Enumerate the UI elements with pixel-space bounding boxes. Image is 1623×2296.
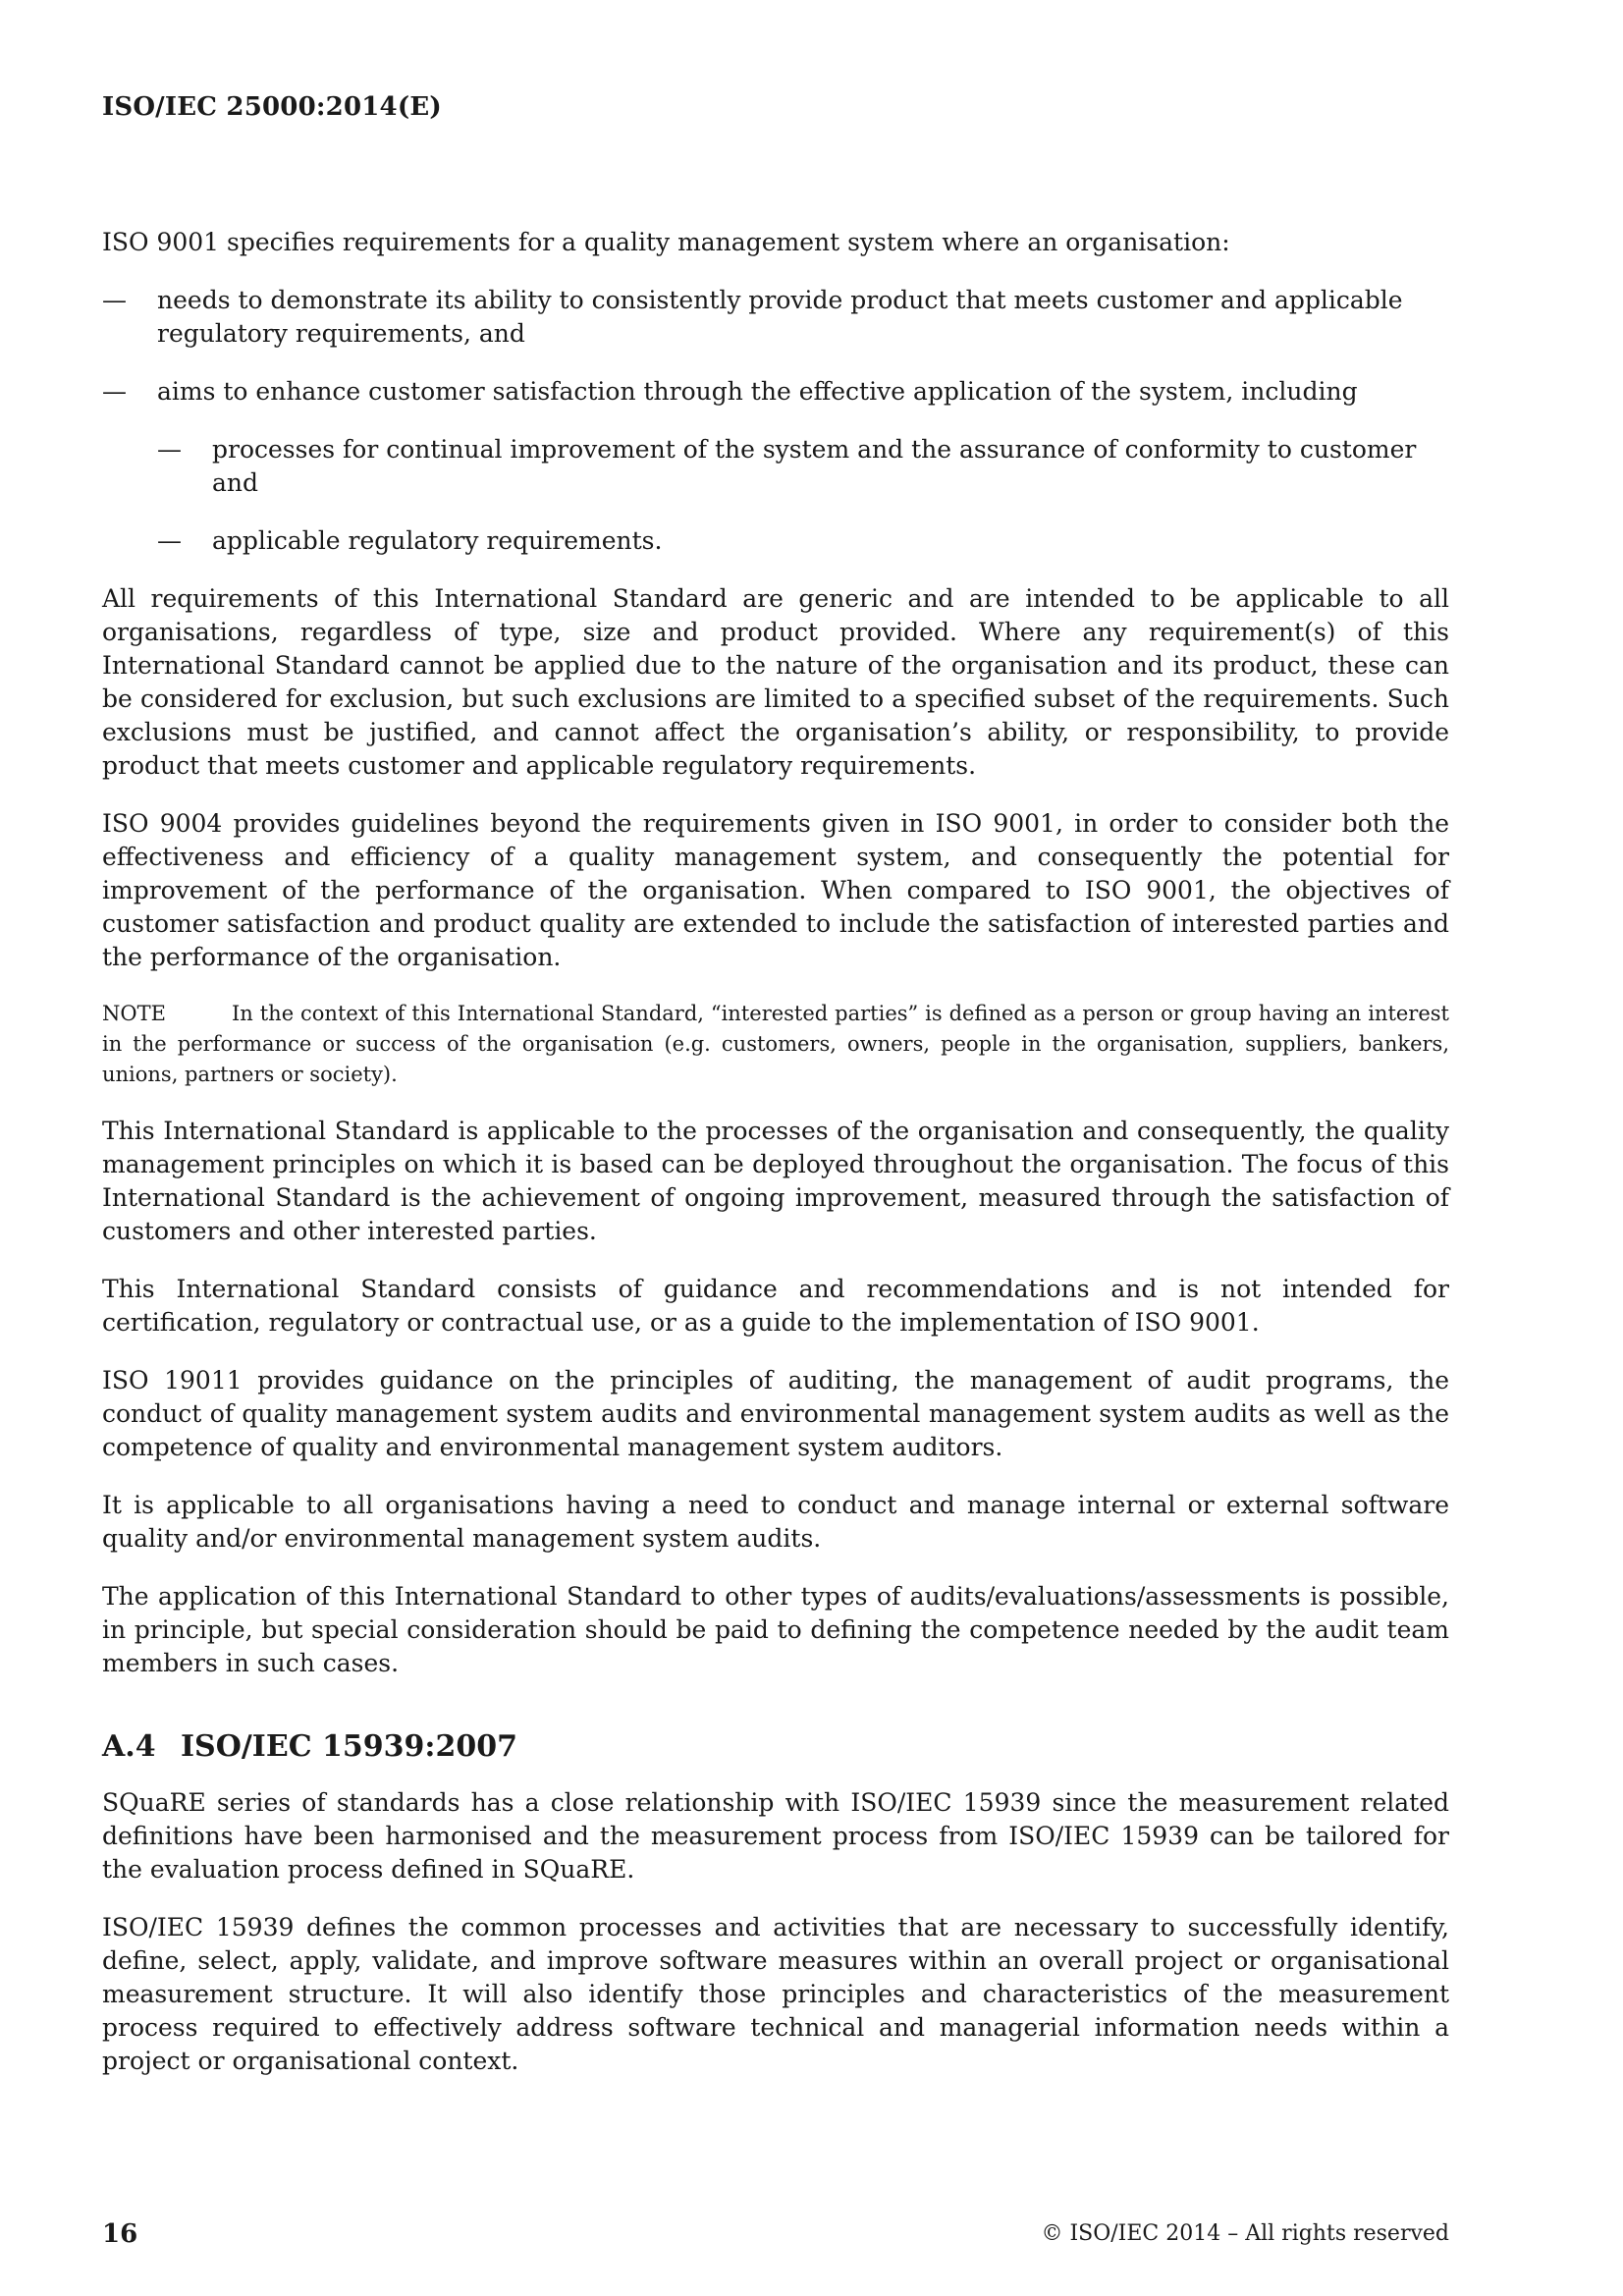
paragraph: SQuaRE series of standards has a close relationship with ISO/IEC 15939 since the measurement related definitions have been harmonised and the measurement process from ISO/IEC 15939 can be tailored for the evaluation process defined in SQuaRE. <box>102 1788 1449 1884</box>
paragraph: This International Standard is applicable to the processes of the organisation and consequently, the quality management principles on which it is based can be deployed throughout the organisation. The focus of this International Standard is the achievement of ongoing improvement, measured through the satisfaction of customers and other interested parties. <box>102 1117 1449 1245</box>
list-item-text: processes for continual improvement of the system and the assurance of conformity to customer and <box>212 435 1417 497</box>
paragraph: This International Standard consists of guidance and recommendations and is not intended for certification, regulatory or contractual use, or as a guide to the implementation of ISO 9001. <box>102 1275 1449 1337</box>
list-item-text: aims to enhance customer satisfaction through the effective application of the system, including <box>157 377 1358 406</box>
list-item-text: needs to demonstrate its ability to consistently provide product that meets customer and applicable regulatory requirements, and <box>157 286 1403 348</box>
note-label: NOTE <box>102 1002 166 1025</box>
section-title: ISO/IEC 15939:2007 <box>181 1729 517 1764</box>
copyright-notice: © ISO/IEC 2014 – All rights reserved <box>1041 2221 1449 2246</box>
paragraph: The application of this International Standard to other types of audits/evaluations/assessments is possible, in principle, but special consideration should be paid to defining the competence needed by the audit team members in such cases. <box>102 1582 1449 1677</box>
document-body <box>102 226 1449 2103</box>
document-id-header: ISO/IEC 25000:2014(E) <box>102 92 442 122</box>
paragraph: ISO 9004 provides guidelines beyond the requirements given in ISO 9001, in order to consider both the effectiveness and efficiency of a quality management system, and consequently the potential for improvement of the performance of the organisation. When compared to ISO 9001, the objectives of customer satisfaction and product quality are extended to include the satisfaction of interested parties and the performance of the organisation. <box>102 809 1449 971</box>
dash-bullet: — <box>102 286 127 314</box>
sub-list-item <box>157 433 1449 500</box>
note-text: In the context of this International Standard, “interested parties” is defined as a person or group having an interest in the performance or success of the organisation (e.g. customers, owners, people in the organisation, suppliers, bankers, unions, partners or society). <box>102 1002 1449 1086</box>
paragraph: All requirements of this International Standard are generic and are intended to be applicable to all organisations, regardless of type, size and product provided. Where any requirement(s) of this International Standard cannot be applied due to the nature of the organisation and its product, these can be considered for exclusion, but such exclusions are limited to a specified subset of the requirements. Such exclusions must be justified, and cannot affect the organisation’s ability, or responsibility, to provide product that meets customer and applicable regulatory requirements. <box>102 584 1449 780</box>
paragraph: It is applicable to all organisations having a need to conduct and manage internal or external software quality and/or environmental management system audits. <box>102 1491 1449 1553</box>
paragraph: ISO 19011 provides guidance on the principles of auditing, the management of audit programs, the conduct of quality management system audits and environmental management system audits as well as the competence of quality and environmental management system auditors. <box>102 1366 1449 1461</box>
paragraph: ISO/IEC 15939 defines the common processes and activities that are necessary to successfully identify, define, select, apply, validate, and improve software measures within an overall project or organisational measurement structure. It will also identify those principles and characteristics of the measurement process required to effectively address software technical and managerial information needs within a project or organisational context. <box>102 1913 1449 2075</box>
list-item-text: applicable regulatory requirements. <box>212 526 663 555</box>
intro-paragraph: ISO 9001 specifies requirements for a quality management system where an organisation: <box>102 228 1230 256</box>
section-heading <box>102 1727 1449 1767</box>
dash-bullet: — <box>102 377 127 406</box>
note-block <box>102 999 1449 1090</box>
section-number: A.4 <box>102 1729 156 1764</box>
sub-list-item <box>157 524 1449 558</box>
dash-bullet: — <box>157 526 182 555</box>
dash-bullet: — <box>157 435 182 464</box>
list-item <box>102 375 1449 409</box>
page-number: 16 <box>102 2219 138 2249</box>
list-item <box>102 284 1449 351</box>
